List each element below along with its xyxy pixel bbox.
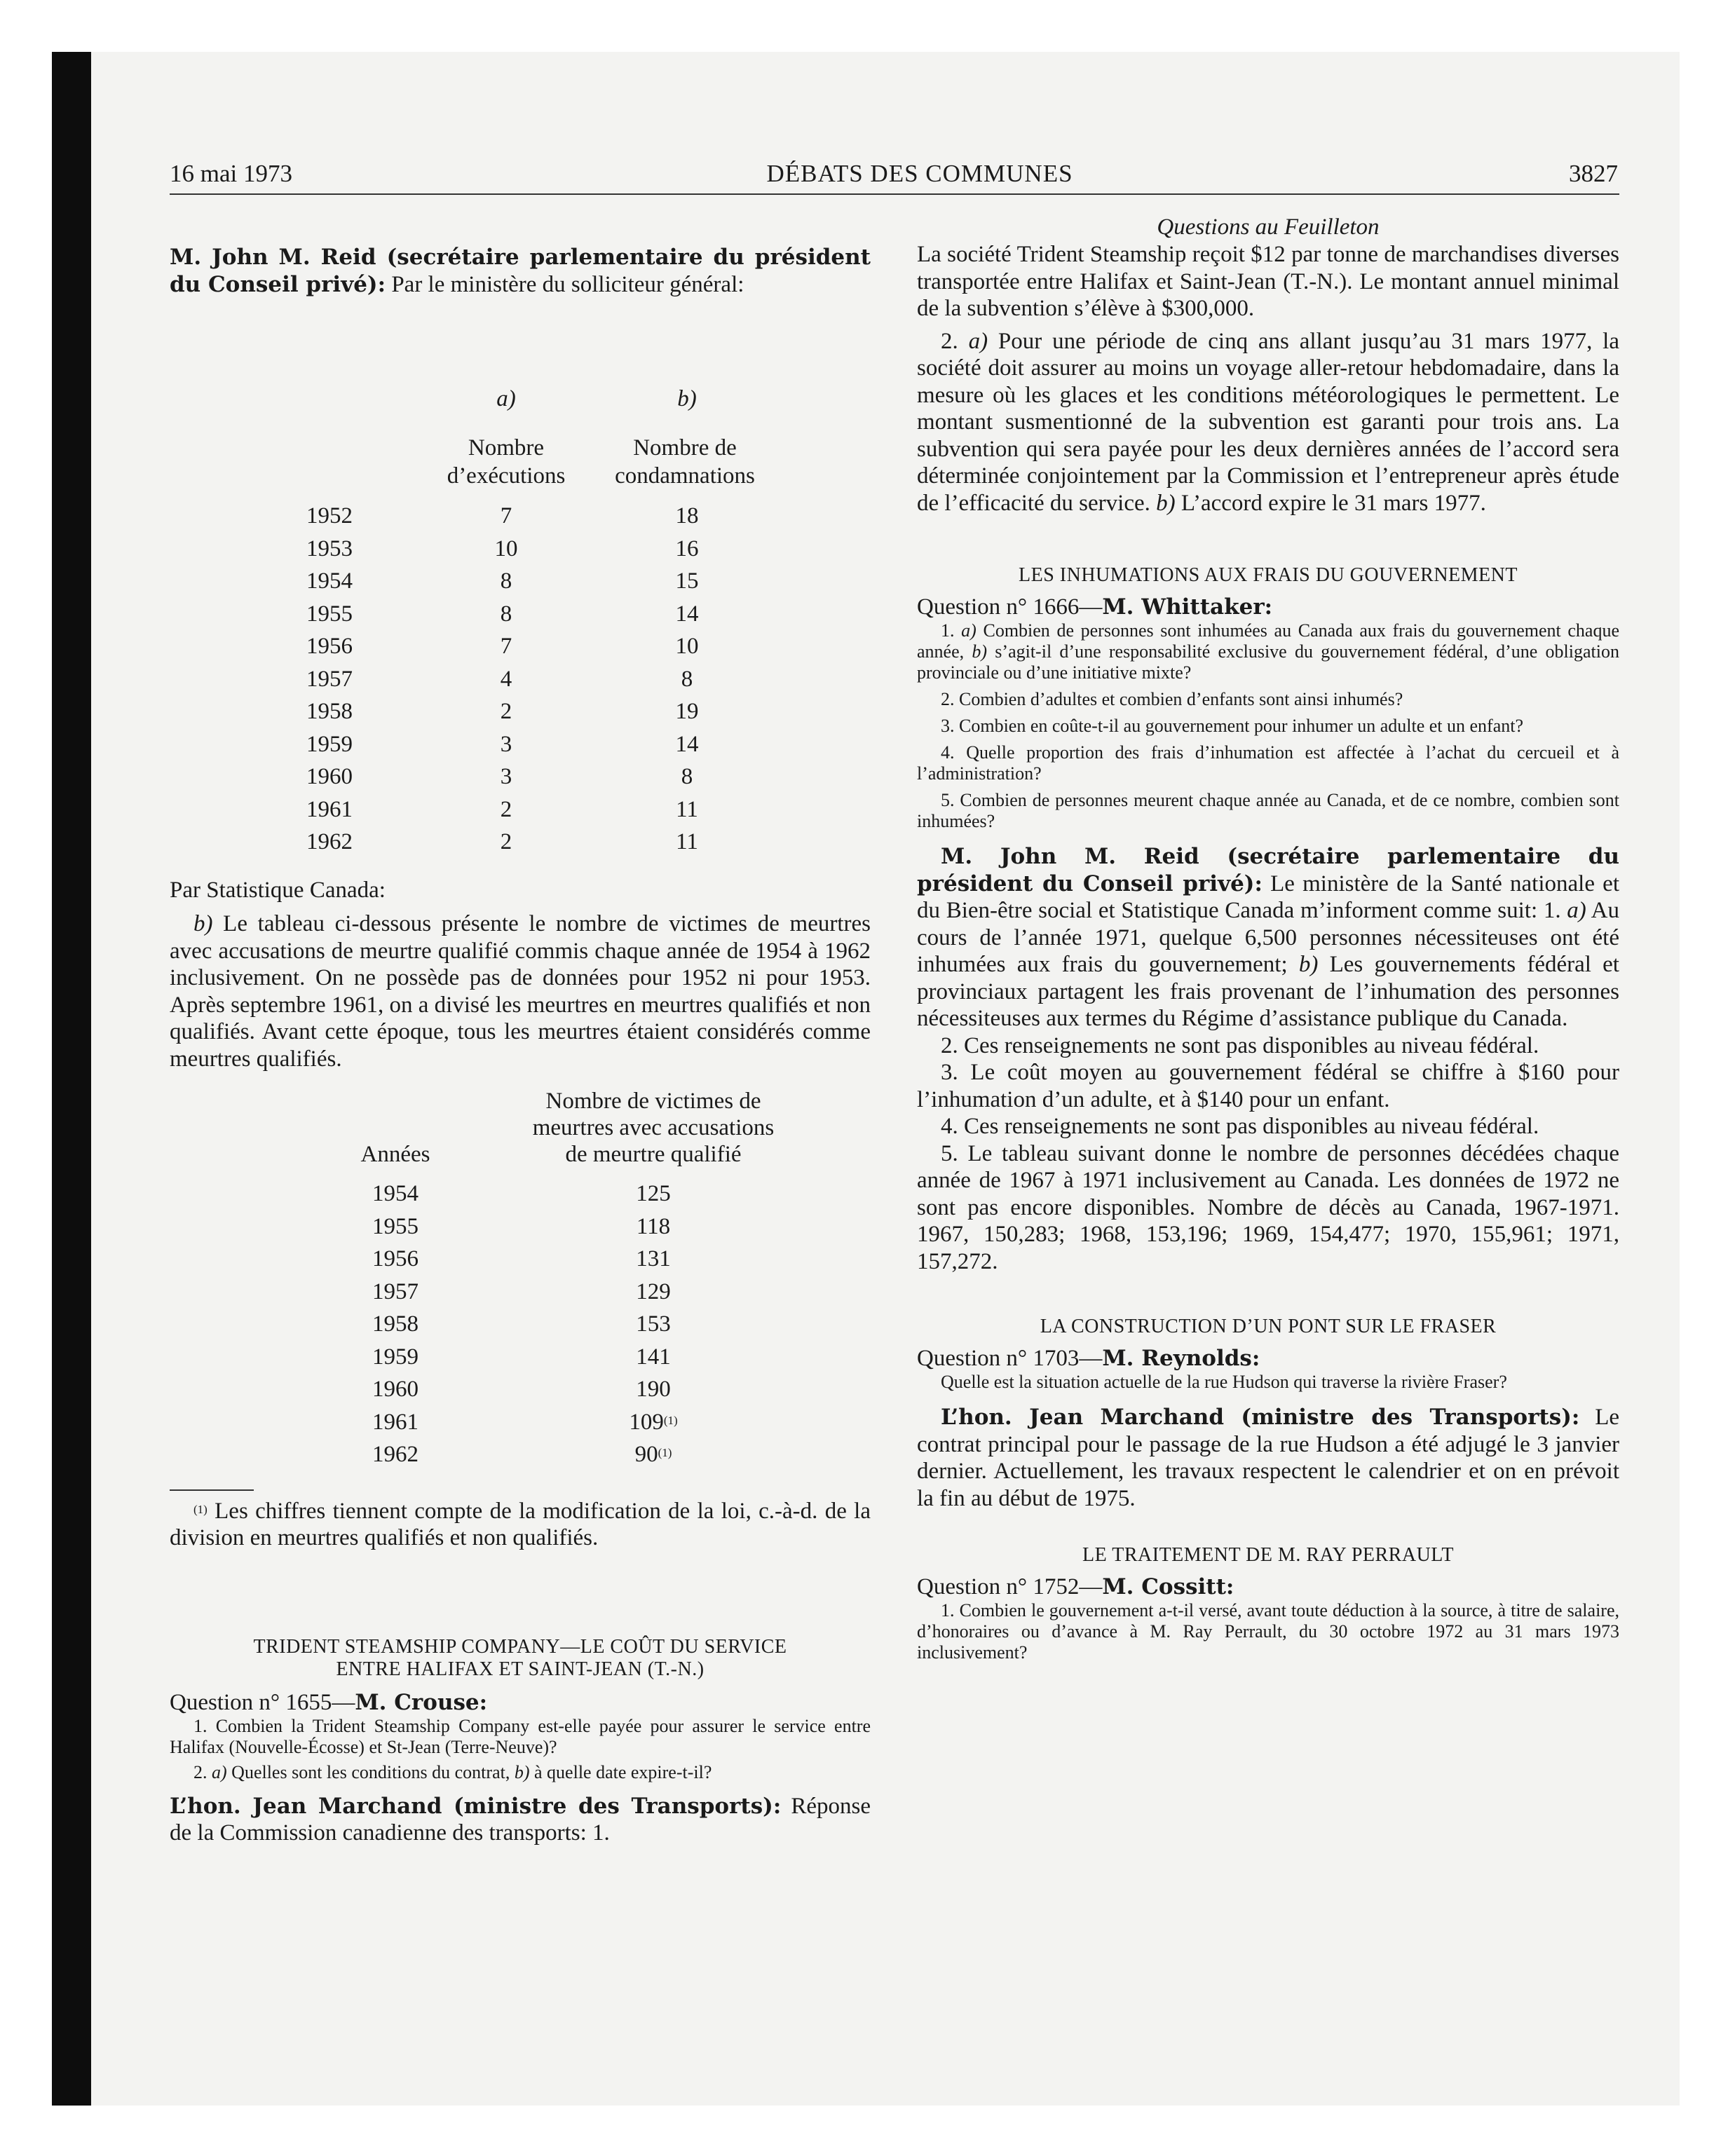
footnote-text: Les chiffres tiennent compte de la modification de la loi, c.-à-d. de la division en meurtres qualifiés et non qualifiés. — [170, 1498, 871, 1550]
item-letter: a) — [961, 620, 977, 641]
table-row — [170, 1438, 871, 1471]
cell-convictions: 11 — [676, 829, 698, 854]
trident-item-2 — [917, 328, 1619, 517]
cell-year: 1961 — [372, 1409, 419, 1435]
item-letter: a) — [1567, 898, 1586, 923]
question-label: Question n° 1703— — [917, 1346, 1103, 1371]
cell-year: 1959 — [306, 731, 353, 757]
item-letter: a) — [212, 1761, 227, 1782]
cell-note: (1) — [658, 1446, 672, 1459]
cell-executions: 2 — [500, 829, 512, 854]
cell-victims — [604, 1308, 702, 1341]
cell-executions: 3 — [500, 764, 512, 789]
cell-convictions: 10 — [675, 634, 699, 659]
question-1666-item-3: 3. Combien en coûte-t-il au gouvernement pour inhumer un adulte et un enfant? — [941, 716, 1524, 736]
cell-victims — [604, 1406, 702, 1439]
cell-executions: 3 — [500, 731, 512, 757]
reply-text: Au cours de l’année 1971, quelque 6,500 personnes nécessiteuses ont été inhumées aux frais du gouvernement; — [917, 898, 1620, 977]
cell-executions: 8 — [500, 568, 512, 594]
table-row — [170, 728, 871, 761]
val-head-1: Nombre de victimes de — [545, 1089, 761, 1114]
question-1752-text: 1. Combien le gouvernement a-t-il versé, avant toute déduction à la source, à titre de salaire, d’honoraires ou d’avance à M. Ray Perrault, du 30 octobre 1972 au 31 mars 1973 inclusivement? — [917, 1600, 1619, 1663]
question-label: Question n° 1752— — [917, 1574, 1103, 1599]
cell-convictions: 8 — [681, 666, 693, 692]
cell-convictions: 19 — [675, 699, 699, 724]
question-member: M. Crouse: — [355, 1689, 488, 1715]
question-member: M. Whittaker: — [1102, 594, 1273, 620]
item-text: Combien de personnes sont inhumées au Canada aux frais du gouvernement chaque année, — [917, 620, 1620, 662]
table-row — [170, 500, 871, 533]
cell-executions: 7 — [500, 503, 512, 528]
cell-value: 131 — [636, 1246, 671, 1271]
cell-year: 1956 — [372, 1246, 419, 1271]
cell-year: 1962 — [372, 1442, 419, 1467]
statcan-intro: Par Statistique Canada: — [170, 877, 386, 903]
cell-year: 1958 — [306, 699, 353, 724]
cell-victims — [604, 1276, 702, 1309]
cell-convictions: 15 — [675, 568, 699, 594]
cell-executions: 8 — [500, 601, 512, 627]
item-text: L’accord expire le 31 mars 1977. — [1175, 490, 1486, 516]
scan-edge-bar — [52, 52, 91, 2106]
section-pont: LA CONSTRUCTION D’UN PONT SUR LE FRASER — [1040, 1316, 1497, 1337]
reply-text: Les gouvernements fédéral et provinciaux partagent les frais provenant de l’inhumation des personnes nécessiteuses aux termes du Régime d’assistance publique du Canada. — [917, 952, 1619, 1031]
cell-victims — [604, 1438, 702, 1471]
cell-victims — [604, 1341, 702, 1374]
table-row — [170, 1178, 871, 1210]
question-1655 — [170, 1689, 871, 1716]
header-title: DÉBATS DES COMMUNES — [766, 160, 1073, 187]
cell-convictions: 8 — [681, 764, 693, 789]
item-text: Quelles sont les conditions du contrat, — [226, 1761, 515, 1782]
section-perrault: LE TRAITEMENT DE M. RAY PERRAULT — [1082, 1544, 1454, 1566]
cell-year: 1962 — [306, 829, 353, 854]
table-row — [170, 760, 871, 793]
table2-val-head — [485, 1088, 822, 1168]
reply-reid-2-p4: 4. Ces renseignements ne sont pas disponibles au niveau fédéral. — [941, 1114, 1539, 1139]
cell-value: 190 — [636, 1377, 671, 1402]
question-1655-item-1: 1. Combien la Trident Steamship Company est-elle payée pour assurer le service entre Halifax (Nouvelle-Écosse) et St-Jean (Terre-Neuve)? — [170, 1715, 871, 1757]
trident-continued: La société Trident Steamship reçoit $12 par tonne de marchandises diverses transportée entre Halifax et Saint-Jean (T.-N.). Le montant annuel minimal de la subvention s’élève à $300,000. — [917, 242, 1619, 321]
cell-value: 129 — [636, 1278, 671, 1304]
table-body — [170, 500, 871, 859]
cell-executions: 10 — [494, 535, 518, 561]
item-text: s’agit-il d’une responsabilité exclusive du gouvernement fédéral, d’une obligation provinciale ou d’une initiative mixte? — [917, 641, 1619, 683]
table-row — [170, 1276, 871, 1309]
section-heading-line-1: TRIDENT STEAMSHIP COMPANY—LE COÛT DU SERVICE — [253, 1635, 787, 1658]
val-head-3: de meurtre qualifié — [565, 1142, 742, 1167]
reply-reid-2-p3: 3. Le coût moyen au gouvernement fédéral se chiffre à $160 pour l’inhumation d’un adulte, et à $140 pour un enfant. — [917, 1060, 1619, 1112]
table-row — [170, 598, 871, 631]
question-member: M. Reynolds: — [1102, 1346, 1260, 1371]
cell-executions: 2 — [500, 796, 512, 822]
item-text: à quelle date expire-t-il? — [529, 1761, 712, 1782]
item-letter: a) — [968, 328, 988, 354]
reply-reid-2 — [917, 843, 1619, 1032]
footnote — [170, 1498, 871, 1552]
item-text: Pour une période de cinq ans allant jusqu’au 31 mars 1977, la société doit assurer au moins un voyage aller-retour hebdomadaire, dans la mesure où les glaces et les conditions météorologiques le permettent. Le montant susmentionné de la subvention est garanti pour trois ans. La subvention qui sera payée pour les deux dernières années de l’accord sera déterminée conjointement par la Commission et l’entrepreneur après étude de l’efficacité du service. — [917, 328, 1619, 516]
question-1666-item-2: 2. Combien d’adultes et combien d’enfants sont ainsi inhumés? — [941, 689, 1403, 709]
cell-year: 1957 — [372, 1278, 419, 1304]
cell-year: 1954 — [372, 1181, 419, 1206]
cell-convictions: 16 — [675, 535, 699, 561]
table-row — [170, 663, 871, 696]
reply-text: Réponse de la Commission canadienne des transports: 1. — [170, 1793, 871, 1845]
question-1666 — [917, 594, 1619, 620]
question-member: M. Cossitt: — [1102, 1574, 1234, 1599]
section-inhumations: LES INHUMATIONS AUX FRAIS DU GOUVERNEMENT — [1019, 564, 1518, 586]
right-column — [917, 210, 1619, 1663]
cell-value: 125 — [636, 1181, 671, 1206]
cell-value: 118 — [636, 1213, 671, 1239]
cell-note: (1) — [663, 1413, 678, 1427]
cell-executions: 4 — [500, 666, 512, 692]
question-label: Question n° 1655— — [170, 1689, 355, 1715]
reply-reid-2-p5: 5. Le tableau suivant donne le nombre de personnes décédées chaque année de 1967 à 1971 inclusivement au Canada. Les données de 1972 ne sont pas encore disponibles. Nombre de décès au Canada, 1967-1971. 1967, 150,283; 1968, 153,196; 1969, 154,477; 1970, 155,961; 1971, 157,272. — [917, 1140, 1619, 1274]
table-row — [170, 1308, 871, 1341]
section-trident — [170, 1636, 871, 1681]
cell-year: 1955 — [306, 601, 353, 627]
col-a-head: Nombre — [468, 435, 545, 460]
reply-reid-2-p2: 2. Ces renseignements ne sont pas disponibles au niveau fédéral. — [941, 1032, 1539, 1058]
question-1666-item-4: 4. Quelle proportion des frais d’inhumation est affectée à l’achat du cercueil et à l’administration? — [917, 742, 1619, 784]
reply-reid-1 — [170, 244, 871, 298]
col-b-letter: b) — [677, 386, 697, 411]
table-executions — [170, 385, 871, 859]
cell-executions: 2 — [500, 699, 512, 724]
cell-value: 153 — [636, 1311, 671, 1337]
question-1666-item-1 — [917, 620, 1619, 683]
cell-value: 141 — [636, 1344, 671, 1370]
cell-year: 1957 — [306, 666, 353, 692]
item-letter: b) — [1298, 952, 1319, 977]
cell-year: 1953 — [306, 535, 353, 561]
speaker-marchand: L’hon. Jean Marchand (ministre des Transports): — [941, 1405, 1580, 1430]
cell-convictions: 11 — [676, 796, 698, 822]
cell-victims — [604, 1373, 702, 1406]
question-1752 — [917, 1574, 1619, 1600]
cell-year: 1956 — [306, 634, 353, 659]
header-rule — [170, 193, 1619, 195]
table-row — [170, 695, 871, 728]
table-row — [170, 1373, 871, 1406]
statcan-text: Le tableau ci-dessous présente le nombre de victimes de meurtres avec accusations de meurtre qualifié commis chaque année de 1954 à 1962 inclusivement. On ne possède pas de données pour 1952 ni pour 1953. Après septembre 1961, on a divisé les meurtres en meurtres qualifiés et non qualifiés. Avant cette époque, tous les meurtres étaient considérés comme meurtres qualifiés. — [170, 911, 871, 1072]
reply-text: Par le ministère du solliciteur général: — [386, 271, 744, 297]
footnote-mark: (1) — [193, 1502, 207, 1516]
speaker-marchand: L’hon. Jean Marchand (ministre des Transports): — [170, 1793, 782, 1819]
table-row — [170, 630, 871, 663]
reply-text: Le ministère de la Santé nationale et du Bien-être social et Statistique Canada m’informent comme suit: 1. — [917, 871, 1619, 923]
item-letter: b) — [972, 641, 988, 662]
cell-year: 1960 — [306, 764, 353, 789]
col-a-letter: a) — [496, 386, 516, 411]
col-a-head-2: d’exécutions — [447, 463, 566, 489]
cell-year: 1955 — [372, 1213, 419, 1239]
reply-text: Le contrat principal pour le passage de la rue Hudson a été adjugé le 3 janvier dernier. Actuellement, les travaux respectent le calendrier et on en prévoit la fin au début de 1975. — [917, 1405, 1619, 1511]
section-heading-line-2: ENTRE HALIFAX ET SAINT-JEAN (T.-N.) — [336, 1658, 705, 1680]
footnote-rule — [170, 1489, 254, 1491]
table-row — [170, 1210, 871, 1243]
cell-value: 90 — [634, 1442, 658, 1467]
item-num: 1. — [941, 620, 962, 641]
cell-year: 1960 — [372, 1377, 419, 1402]
running-head: Questions au Feuilleton — [1157, 214, 1380, 240]
table-row — [170, 1341, 871, 1374]
cell-year: 1958 — [372, 1311, 419, 1337]
table-row — [170, 826, 871, 859]
statcan-paragraph — [170, 910, 871, 1072]
cell-victims — [604, 1178, 702, 1210]
table-head-row-2 — [170, 462, 871, 490]
val-head-2: meurtres avec accusations — [532, 1115, 775, 1140]
question-1703-text: Quelle est la situation actuelle de la rue Hudson qui traverse la rivière Fraser? — [941, 1372, 1507, 1392]
col-b-head-2: condamnations — [615, 463, 755, 489]
col-b-head: Nombre de — [633, 435, 737, 460]
cell-value: 109 — [629, 1409, 664, 1435]
table2-year-head: Années — [360, 1142, 430, 1167]
reply-marchand-2 — [917, 1404, 1619, 1512]
header-date: 16 mai 1973 — [170, 160, 292, 187]
item-letter: b) — [514, 1761, 530, 1782]
speaker-reid: M. John M. Reid (secrétaire parlementaire du président du Conseil privé): — [170, 245, 871, 297]
table-row — [170, 533, 871, 566]
cell-convictions: 14 — [675, 731, 699, 757]
header-page-number: 3827 — [1569, 160, 1618, 187]
cell-victims — [604, 1243, 702, 1276]
item-letter: b) — [1156, 490, 1176, 516]
table-head-row-1 — [170, 434, 871, 462]
table2-head — [170, 1088, 871, 1172]
cell-executions: 7 — [500, 634, 512, 659]
table-row — [170, 565, 871, 598]
left-column — [170, 210, 871, 1847]
cell-convictions: 14 — [675, 601, 699, 627]
question-1655-item-2 — [170, 1762, 871, 1783]
cell-year: 1952 — [306, 503, 353, 528]
table-victims-body — [170, 1178, 871, 1471]
cell-year: 1959 — [372, 1344, 419, 1370]
cell-year: 1961 — [306, 796, 353, 822]
item-num: 2. — [193, 1761, 212, 1782]
question-1703 — [917, 1345, 1619, 1372]
question-1666-item-5: 5. Combien de personnes meurent chaque année au Canada, et de ce nombre, combien sont inhumées? — [917, 790, 1619, 831]
cell-year: 1954 — [306, 568, 353, 594]
item-letter: b) — [193, 911, 213, 936]
cell-victims — [604, 1210, 702, 1243]
speaker-reid: M. John M. Reid (secrétaire parlementaire du président du Conseil privé): — [917, 844, 1619, 896]
table-row — [170, 1406, 871, 1439]
question-label: Question n° 1666— — [917, 594, 1103, 620]
reply-marchand-1 — [170, 1793, 871, 1847]
table-letters-row — [170, 385, 871, 413]
table-row — [170, 793, 871, 826]
cell-convictions: 18 — [675, 503, 699, 528]
item-num: 2. — [941, 328, 969, 354]
table-row — [170, 1243, 871, 1276]
